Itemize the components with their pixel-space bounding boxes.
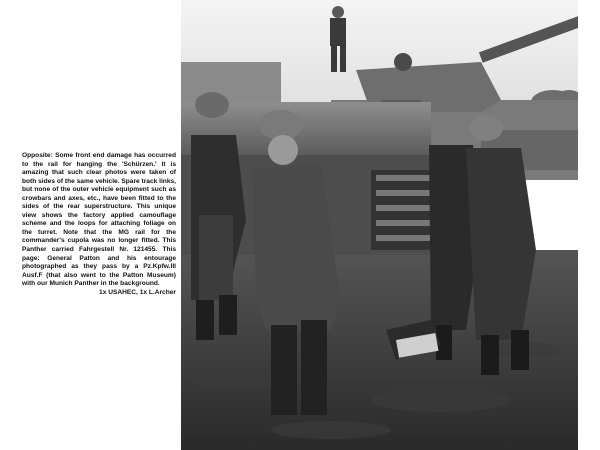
photo-caption	[22, 152, 176, 297]
caption-this-page-label: This page:	[22, 246, 176, 262]
caption-opposite-text: Some front end damage has occurred to the rail for hanging the 'Schürzen.' It is amazing that such clear photos were taken of both sides of the same vehicle. Spare track links, but none of the outer vehicle equipment such as crowbars and axes, etc., have been fitted to the sides of the rear superstructure. This unique view shows the factory applied camouflage scheme and the loops for attaching foliage on the turret. Note that the MG rail for the commander's cupola was no longer fitted. This Panther carried Fahrgestell Nr. 121455.	[22, 152, 176, 254]
caption-this-page-text: General Patton and his entourage photographed as they pass by a Pz.Kpfw.III Ausf.F (that also went to the Patton Museum) with our Munich Panther in the background.	[22, 254, 176, 288]
historical-photograph	[181, 0, 578, 450]
caption-opposite-label: Opposite:	[22, 152, 56, 159]
photo-credit: 1x USAHEC, 1x L.Archer	[99, 288, 176, 296]
